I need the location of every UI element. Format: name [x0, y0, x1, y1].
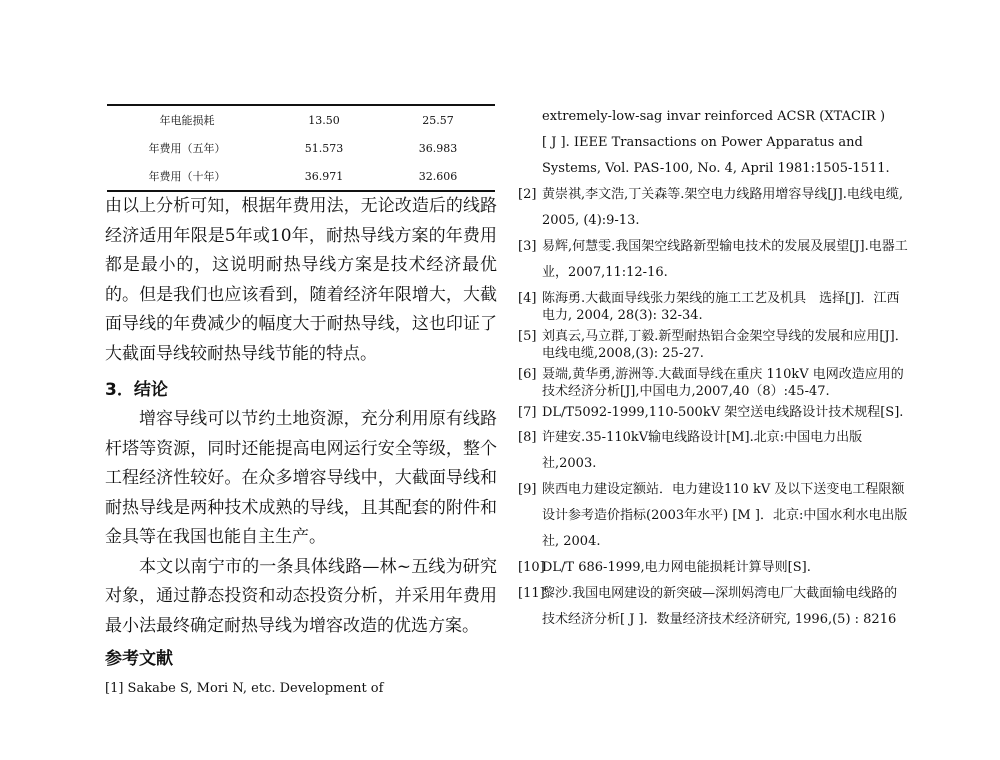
reference-7: [518, 404, 908, 421]
ref-text: 刘真云,马立群,丁毅.新型耐热铝合金架空导线的发展和应用[J]．电线电缆,2008,(3): 25-27.: [542, 329, 908, 361]
reference-6: [518, 366, 908, 400]
ref-number: [2]: [518, 187, 537, 202]
reference-5: [518, 328, 908, 362]
table-row: [107, 105, 495, 134]
ref1-line-c: Systems, Vol. PAS-100, No. 4, April 1981:1505-1511.: [542, 161, 890, 176]
conclusion-heading: 3．结论: [105, 380, 168, 400]
reference-11: [518, 581, 908, 633]
ref-text: 陈海勇.大截面导线张力架线的施工工艺及机具 选择[J]．江西电力, 2004, 28(3): 32-34.: [542, 291, 900, 323]
ref-text: DL/T 686-1999,电力网电能损耗计算导则[S].: [542, 560, 811, 575]
table-cell: 年费用（五年）: [148, 142, 226, 155]
table-cell: 年电能损耗: [159, 114, 215, 127]
table-cell: 51.573: [304, 141, 344, 155]
reference-9: [518, 477, 908, 555]
table-row: [107, 162, 495, 191]
table-cell: 36.971: [304, 169, 344, 183]
reference-2: [518, 182, 908, 234]
references-heading: 参考文献: [105, 649, 173, 669]
reference-4: [518, 290, 908, 324]
table-cell: 13.50: [308, 113, 340, 127]
table-row: [107, 134, 495, 162]
ref-number: [9]: [518, 482, 537, 497]
ref-number: [6]: [518, 367, 537, 382]
ref-text: 黄崇祺,李文浩,丁关森等.架空电力线路用增容导线[J].电线电缆, 2005, (4):9-13.: [542, 187, 904, 228]
ref-number: [11]: [518, 586, 545, 601]
ref-text: DL/T5092-1999,110-500kV 架空送电线路设计技术规程[S].: [542, 405, 904, 420]
ref-number: [8]: [518, 430, 537, 445]
analysis-paragraph: 由以上分析可知，根据年费用法，无论改造后的线路经济适用年限是5年或10年，耐热导线方案的年费用都是最小的，这说明耐热导线方案是技术经济最优的。但是我们也应该看到，随着经济年限增大，大截面导线的年费减少的幅度大于耐热导线，这也印证了大截面导线较耐热导线节能的特点。: [105, 196, 497, 364]
ref-number: [7]: [518, 405, 537, 420]
conclusion-paragraph-2: 本文以南宁市的一条具体线路—林~五线为研究对象，通过静态投资和动态投资分析，并采用年费用最小法最终确定耐热导线为增容改造的优选方案。: [105, 556, 497, 636]
ref-number: [4]: [518, 291, 537, 306]
ref-number: [3]: [518, 239, 537, 254]
ref-number: [10]: [518, 560, 545, 575]
ref-number: [5]: [518, 329, 537, 344]
ref-text: 聂端,黄华勇,游洲等.大截面导线在重庆 110kV 电网改造应用的技术经济分析[J],中国电力,2007,40（8）:45-47.: [542, 367, 904, 399]
right-column: [518, 104, 908, 633]
reference-8: [518, 425, 908, 477]
table-cell: 36.983: [418, 141, 458, 155]
table-cell: 32.606: [418, 169, 458, 183]
ref-text: 易辉,何慧雯.我国架空线路新型输电技术的发展及展望[J].电器工业，2007,11:12-16.: [542, 239, 908, 280]
ref-text: 黎沙.我国电网建设的新突破—深圳妈湾电厂大截面输电线路的技术经济分析[ J ]．数量经济技术经济研究, 1996,(5) : 8216: [542, 586, 898, 627]
ref1-line-a: extremely-low-sag invar reinforced ACSR (XTACIR ): [542, 109, 886, 124]
table-cell: 年费用（十年）: [148, 170, 226, 183]
annual-cost-table: [107, 104, 495, 192]
reference-3: [518, 234, 908, 286]
reference-10: [518, 555, 908, 581]
reference-1-start: [1] Sakabe S, Mori N, etc. Development of: [105, 681, 384, 696]
conclusion-paragraph: 增容导线可以节约土地资源，充分利用原有线路杆塔等资源，同时还能提高电网运行安全等级，整个工程经济性较好。在众多增容导线中，大截面导线和耐热导线是两种技术成熟的导线，且其配套的附件和金具等在我国也能自主生产。: [105, 409, 497, 547]
ref-text: 陕西电力建设定额站．电力建设110 kV 及以下送变电工程限额设计参考造价指标(2003年水平) [M ]．北京:中国水利水电出版社, 2004.: [542, 482, 908, 549]
table-cell: 25.57: [422, 113, 454, 127]
left-column: [105, 104, 497, 701]
reference-1-continued: [518, 104, 908, 182]
ref1-line-b: [ J ]. IEEE Transactions on Power Apparatus and: [542, 135, 863, 150]
ref-text: 许建安.35-110kV输电线路设计[M].北京:中国电力出版社,2003.: [542, 430, 863, 471]
